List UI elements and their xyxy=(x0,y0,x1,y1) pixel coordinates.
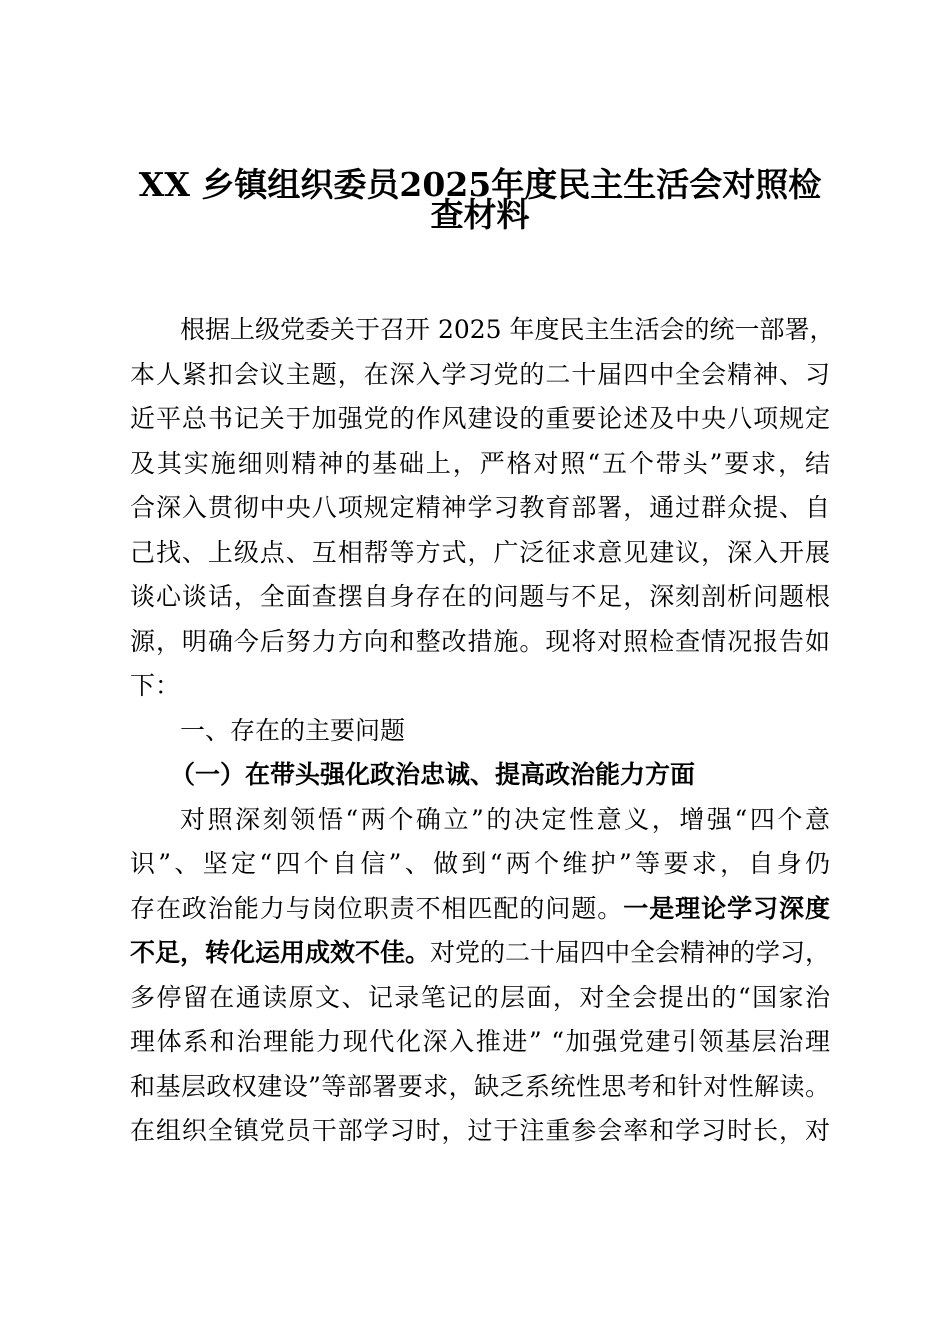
body-line: 理体系和治理能力现代化深入推进” “加强党建引领基层治理 xyxy=(130,1027,830,1056)
section-heading: 一、存在的主要问题 xyxy=(180,716,406,745)
subsection-heading: （一）在带头强化政治忠诚、提高政治能力方面 xyxy=(170,760,696,789)
bold-point: 一是理论学习深度 xyxy=(623,894,830,923)
intro-line: 合深入贯彻中央八项规定精神学习教育部署，通过群众提、自 xyxy=(130,493,830,522)
intro-line: 及其实施细则精神的基础上，严格对照“五个带头”要求，结 xyxy=(130,449,830,478)
bold-point: 不足，转化运用成效不佳。 xyxy=(130,938,431,967)
intro-line: 源，明确今后努力方向和整改措施。现将对照检查情况报告如 xyxy=(130,627,830,656)
intro-line: 下： xyxy=(130,671,181,700)
body-line: 识”、坚定“四个自信”、做到“两个维护”等要求，自身仍 xyxy=(130,849,830,878)
body-line: 在组织全镇党员干部学习时，过于注重参会率和学习时长，对 xyxy=(130,1116,830,1145)
intro-line: 谈心谈话，全面查摆自身存在的问题与不足，深刻剖析问题根 xyxy=(130,582,830,611)
body-text: 对党的二十届四中全会精神的学习， xyxy=(430,938,831,967)
body-line xyxy=(130,937,830,969)
document-title-line-2: 查材料 xyxy=(430,195,530,234)
body-line xyxy=(130,893,830,925)
intro-line: 根据上级党委关于召开 2025 年度民主生活会的统一部署， xyxy=(180,315,835,344)
body-line: 和基层政权建设”等部署要求，缺乏系统性思考和针对性解读。 xyxy=(130,1072,830,1101)
body-text: 存在政治能力与岗位职责不相匹配的问题。 xyxy=(130,894,624,923)
body-line: 对照深刻领悟“两个确立”的决定性意义，增强“四个意 xyxy=(180,805,830,834)
document-title-line-1: XX 乡镇组织委员2025年度民主生活会对照检 xyxy=(138,165,822,204)
body-line: 多停留在通读原文、记录笔记的层面，对全会提出的“国家治 xyxy=(130,983,830,1012)
intro-line: 己找、上级点、互相帮等方式，广泛征求意见建议，深入开展 xyxy=(130,538,830,567)
intro-line: 本人紧扣会议主题，在深入学习党的二十届四中全会精神、习 xyxy=(130,360,830,389)
intro-line: 近平总书记关于加强党的作风建设的重要论述及中央八项规定 xyxy=(130,404,830,433)
